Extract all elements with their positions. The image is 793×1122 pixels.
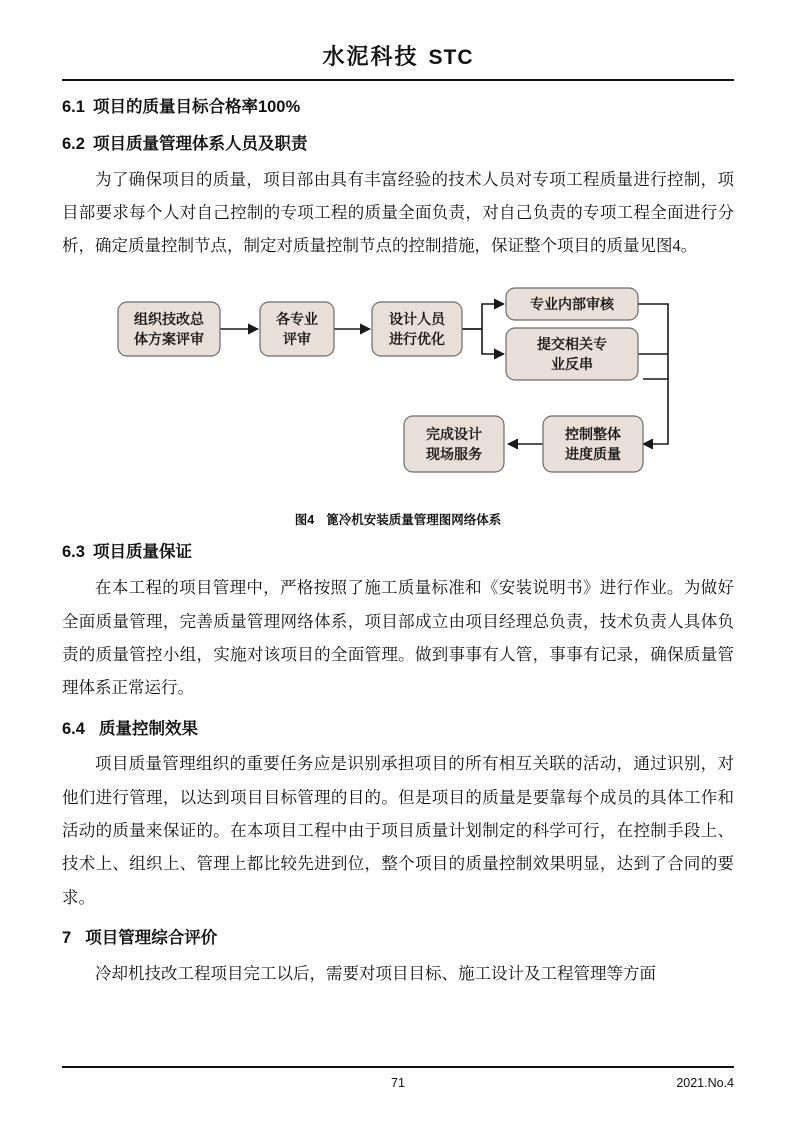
section-number: 6.3 bbox=[62, 543, 85, 562]
section-heading-6-2 bbox=[62, 132, 734, 157]
paragraph-2: 在本工程的项目管理中，严格按照了施工质量标准和《安装说明书》进行作业。为做好全面质量管理，完善质量管理网络体系，项目部成立由项目经理总负责，技术负责人具体负责的质量管控小组，实施对该项目的全面管理。做到事事有人管，事事有记录，确保质量管理体系正常运行。 bbox=[62, 578, 734, 698]
section-title: 项目质量管理体系人员及职责 bbox=[92, 134, 308, 153]
section-title: 质量控制效果 bbox=[98, 719, 198, 738]
section-heading-6-3 bbox=[62, 540, 734, 565]
flow-node-label: 评审 bbox=[283, 331, 311, 348]
flow-node-label: 控制整体 bbox=[565, 426, 621, 443]
section-number: 6.1 bbox=[62, 98, 85, 116]
page-content bbox=[62, 40, 734, 996]
section-title: 项目质量保证 bbox=[92, 543, 192, 562]
paragraph-4: 冷却机技改工程项目完工以后，需要对项目目标、施工设计及工程管理等方面 bbox=[95, 963, 656, 983]
section-heading-6-1 bbox=[62, 95, 734, 120]
flow-node-label: 业反串 bbox=[551, 356, 593, 373]
section-number: 7 bbox=[62, 928, 72, 947]
paragraph-1: 为了确保项目的质量，项目部由具有丰富经验的技术人员对专项工程质量进行控制，项目部要求每个人对自己控制的专项工程的质量全面负责，对自己负责的专项工程全面进行分析，确定质量控制节点，制定对质量控制节点的控制措施，保证整个项目的质量见图4。 bbox=[62, 169, 734, 256]
flow-node-label: 体方案评审 bbox=[134, 331, 204, 348]
figure-4 bbox=[62, 284, 734, 528]
flow-node-label: 进行优化 bbox=[389, 331, 445, 348]
flow-node-label: 现场服务 bbox=[426, 446, 482, 463]
section-title: 项目管理综合评价 bbox=[85, 928, 218, 947]
flow-node-label: 进度质量 bbox=[565, 446, 621, 463]
journal-title-cn: 水泥科技 bbox=[322, 44, 419, 70]
issue-label: 2021.No.4 bbox=[676, 1076, 734, 1090]
journal-title-en: STC bbox=[428, 46, 474, 69]
figure-number: 图4 bbox=[294, 513, 315, 528]
figure-4-diagram bbox=[98, 284, 698, 504]
page-number: 71 bbox=[391, 1076, 405, 1090]
section-number: 6.4 bbox=[62, 719, 85, 738]
flow-node-label: 各专业 bbox=[276, 311, 318, 328]
section-number: 6.2 bbox=[62, 134, 85, 153]
section-title: 项目的质量目标合格率100% bbox=[92, 98, 301, 116]
section-heading-7 bbox=[62, 926, 734, 951]
figure-caption-text: 篦冷机安装质量管理图网络体系 bbox=[326, 513, 502, 528]
paragraph-3: 项目质量管理组织的重要任务应是识别承担项目的所有相互关联的活动，通过识别，对他们进行管理，以达到项目目标管理的目的。但是项目的质量是要靠每个成员的具体工作和活动的质量来保证的。在本项目工程中由于项目质量计划制定的科学可行，在控制手段上、技术上、组织上、管理上都比较先进到位，整个项目的质量控制效果明显，达到了合同的要求。 bbox=[62, 754, 734, 907]
section-heading-6-4 bbox=[62, 717, 734, 742]
page-header bbox=[62, 40, 734, 77]
flow-node-label: 设计人员 bbox=[389, 311, 445, 328]
flow-node-label: 组织技改总 bbox=[134, 311, 204, 328]
flow-node-label: 提交相关专 bbox=[537, 336, 607, 353]
flow-node-label: 专业内部审核 bbox=[530, 296, 614, 313]
page-footer bbox=[62, 1066, 734, 1094]
figure-caption bbox=[62, 510, 734, 528]
header-divider bbox=[62, 79, 734, 81]
footer-divider bbox=[62, 1066, 734, 1068]
flow-node-label: 完成设计 bbox=[426, 426, 482, 443]
